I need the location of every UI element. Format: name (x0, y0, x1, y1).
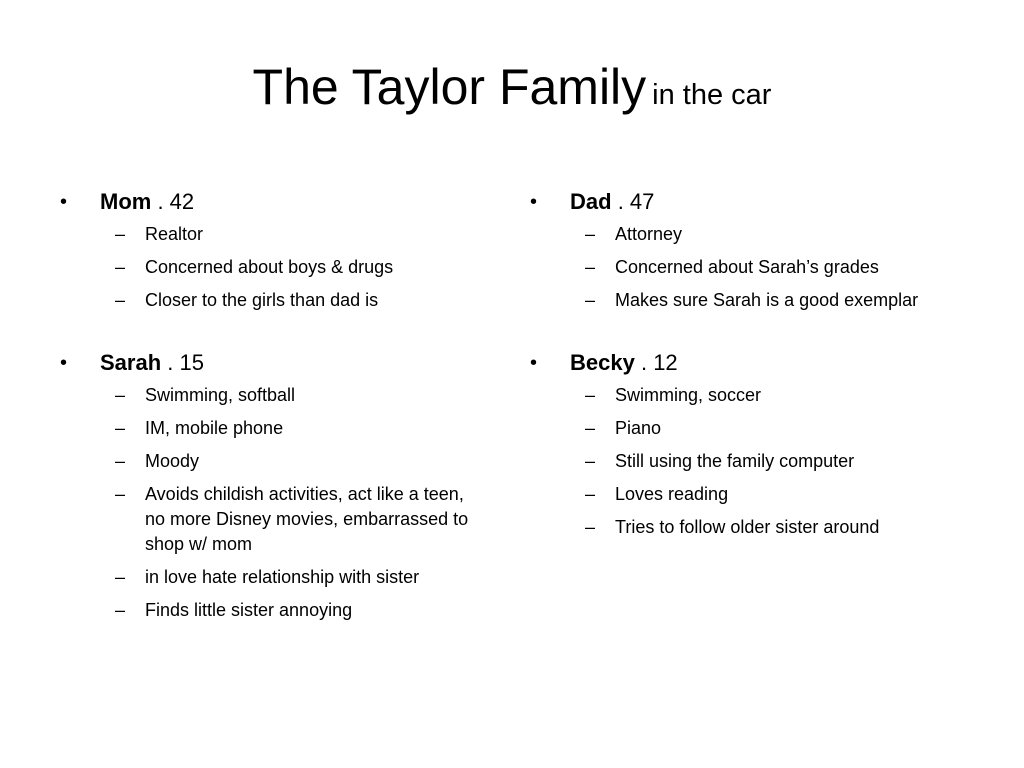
detail-item (60, 449, 480, 474)
dash-icon: – (115, 224, 126, 244)
detail-text: Finds little sister annoying (145, 600, 353, 620)
detail-item (60, 255, 480, 280)
person-age: . 42 (157, 189, 195, 214)
detail-text: Swimming, soccer (615, 385, 762, 405)
detail-item (530, 482, 970, 507)
person-heading (530, 186, 970, 218)
detail-text: in love hate relationship with sister (145, 567, 420, 587)
detail-text: Tries to follow older sister around (615, 517, 880, 537)
detail-text: Moody (145, 451, 200, 471)
detail-item (60, 288, 480, 313)
detail-item (60, 222, 480, 247)
detail-item (530, 383, 970, 408)
dash-icon: – (585, 385, 596, 405)
detail-item (60, 416, 480, 441)
dash-icon: – (115, 451, 126, 471)
detail-text: Attorney (615, 224, 683, 244)
person-heading (60, 186, 480, 218)
dash-icon: – (585, 257, 596, 277)
detail-text: Closer to the girls than dad is (145, 290, 379, 310)
detail-text: Still using the family computer (615, 451, 855, 471)
dash-icon: – (585, 290, 596, 310)
person-age: . 47 (617, 189, 655, 214)
bullet-icon: • (530, 352, 538, 374)
dash-icon: – (585, 517, 596, 537)
slide-title (0, 59, 1024, 115)
detail-text: Avoids childish activities, act like a teen, no more Disney movies, embarrassed to shop w/ mom (145, 484, 469, 554)
person-block-mom (60, 186, 480, 313)
detail-item (530, 222, 970, 247)
bullet-icon: • (530, 191, 538, 213)
detail-item (530, 255, 970, 280)
title-main: The Taylor Family (252, 59, 647, 115)
detail-list (60, 222, 480, 313)
right-column (530, 186, 970, 574)
detail-item (530, 515, 970, 540)
detail-text: Swimming, softball (145, 385, 296, 405)
person-block-sarah (60, 347, 480, 623)
dash-icon: – (585, 224, 596, 244)
person-name: Dad (570, 189, 612, 214)
person-block-dad (530, 186, 970, 313)
detail-list (530, 222, 970, 313)
detail-text: Realtor (145, 224, 204, 244)
detail-item (60, 598, 480, 623)
detail-item (530, 288, 970, 313)
detail-text: Loves reading (615, 484, 729, 504)
detail-item (60, 383, 480, 408)
detail-text: Concerned about boys & drugs (145, 257, 394, 277)
left-column (60, 186, 480, 657)
dash-icon: – (115, 385, 126, 405)
dash-icon: – (115, 600, 126, 620)
person-age: . 12 (640, 350, 678, 375)
detail-item (530, 449, 970, 474)
bullet-icon: • (60, 352, 68, 374)
person-name: Mom (100, 189, 152, 214)
detail-text: IM, mobile phone (145, 418, 284, 438)
person-block-becky (530, 347, 970, 540)
dash-icon: – (585, 484, 596, 504)
detail-text: Makes sure Sarah is a good exemplar (615, 290, 919, 310)
dash-icon: – (115, 257, 126, 277)
person-heading (60, 347, 480, 379)
detail-item (60, 565, 480, 590)
detail-text: Piano (615, 418, 662, 438)
detail-list (60, 383, 480, 623)
bullet-icon: • (60, 191, 68, 213)
dash-icon: – (115, 567, 126, 587)
title-subtitle: in the car (652, 79, 772, 111)
detail-item (530, 416, 970, 441)
detail-text: Concerned about Sarah’s grades (615, 257, 879, 277)
person-name: Sarah (100, 350, 162, 375)
dash-icon: – (585, 418, 596, 438)
detail-list (530, 383, 970, 540)
dash-icon: – (585, 451, 596, 471)
person-name: Becky (570, 350, 635, 375)
detail-item (60, 482, 480, 557)
dash-icon: – (115, 418, 126, 438)
person-age: . 15 (167, 350, 204, 375)
dash-icon: – (115, 484, 126, 504)
person-heading (530, 347, 970, 379)
dash-icon: – (115, 290, 126, 310)
